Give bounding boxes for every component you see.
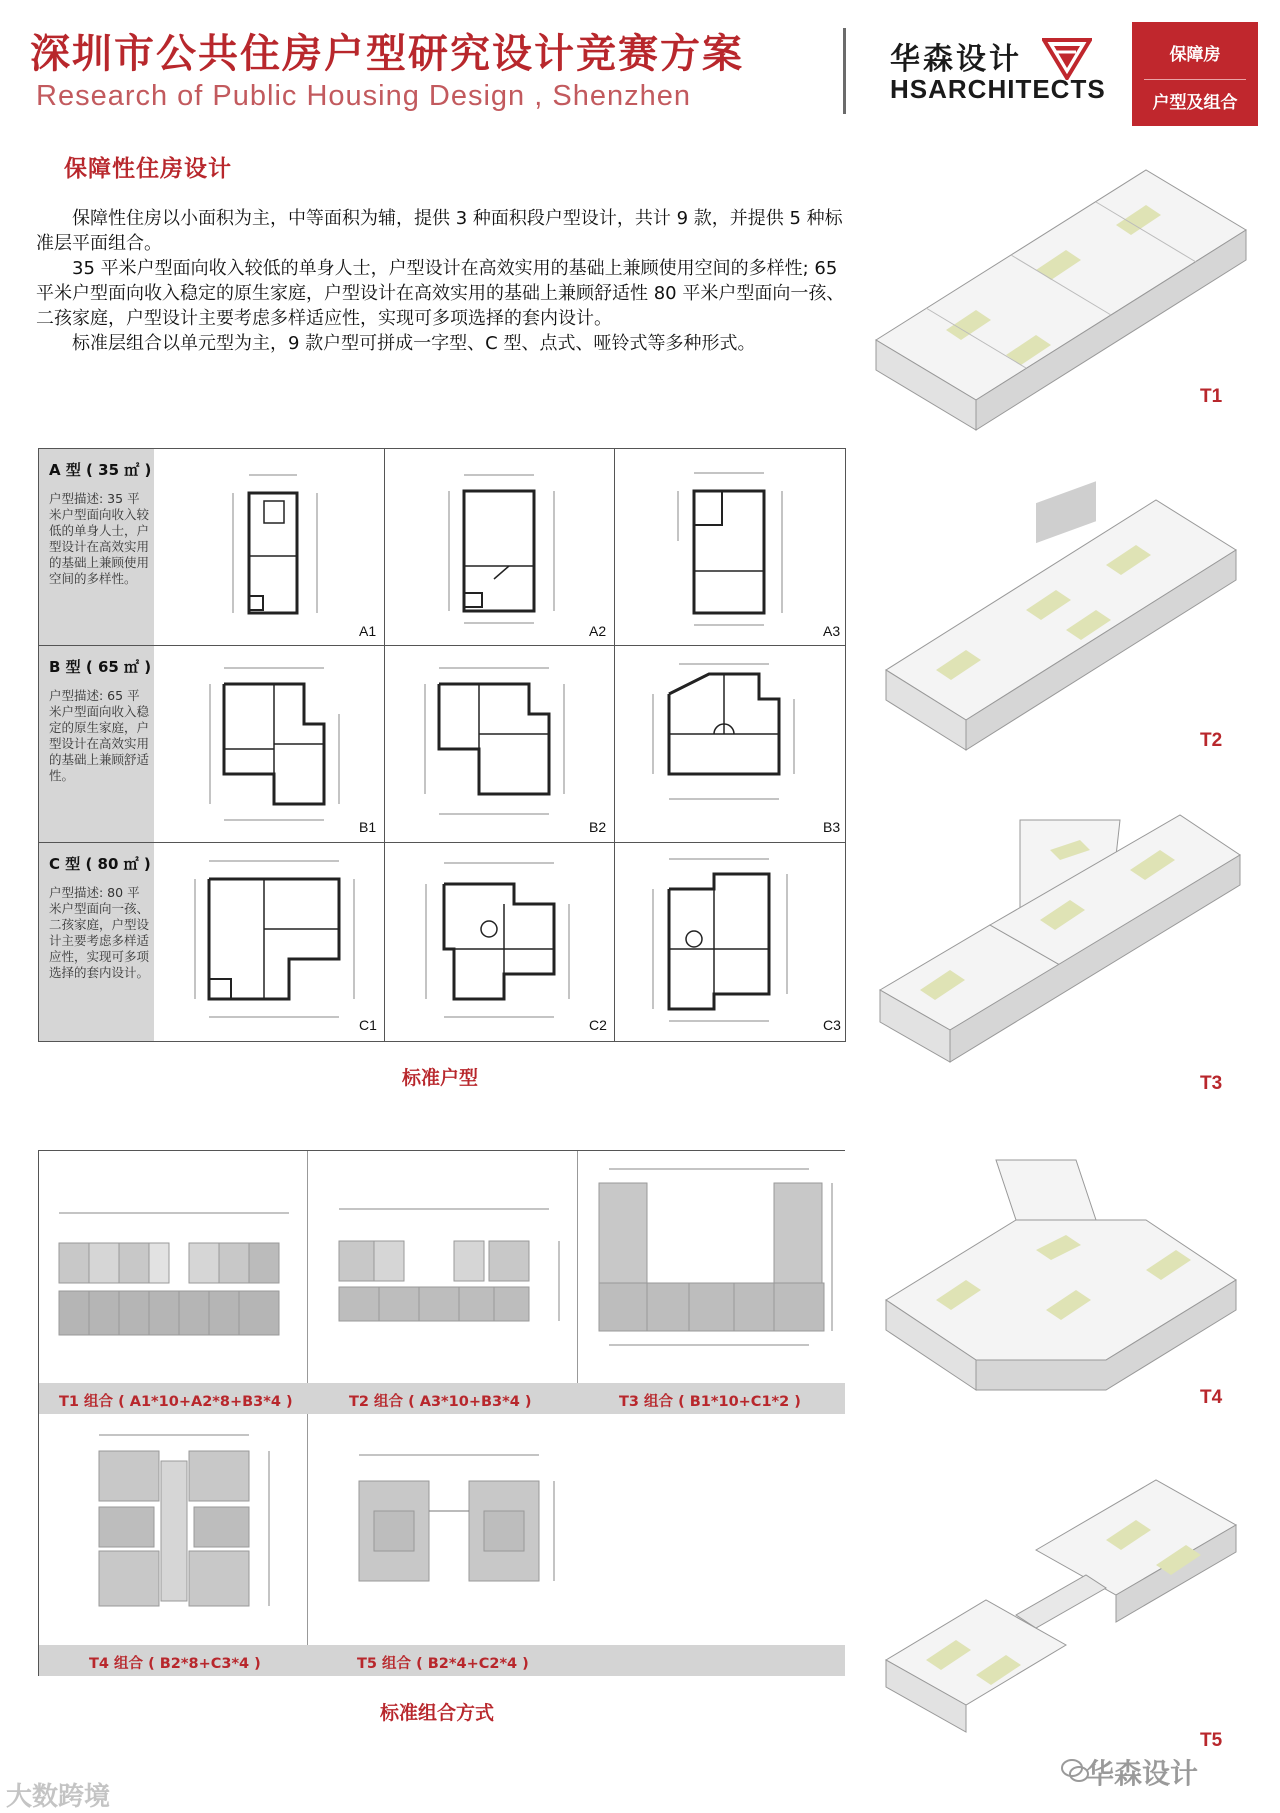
combo-label: T4 组合 ( B2*8+C3*4 ) [89,1656,261,1672]
category-tag-bottom: 户型及组合 [1152,93,1238,113]
combo-plan-t3 [589,1161,839,1376]
unit-type-desc: 户型描述: 65 平米户型面向收入稳定的原生家庭，户型设计在高效实用的基础上兼顾舒适性。 [49,688,150,783]
unit-desc-panel [39,449,154,645]
plan-label: C2 [589,1017,607,1033]
floor-plan-b2 [409,654,589,834]
axonometric-t3 [860,800,1256,1130]
floor-plan-b1 [184,654,364,834]
combo-label-bar [39,1383,845,1414]
floor-plan-c2 [404,849,594,1034]
floor-plan-a1 [209,461,359,631]
axonometric-t1 [866,140,1256,470]
combo-label: T2 组合 ( A3*10+B3*4 ) [349,1394,532,1410]
firm-name-en: HSARCHITECTS [890,74,1106,104]
grid-divider [39,842,845,843]
page-title: 深圳市公共住房户型研究设计竞赛方案 [30,31,744,77]
combo-label: T5 组合 ( B2*4+C2*4 ) [357,1656,529,1672]
combo-caption: 标准组合方式 [380,1702,495,1724]
unit-type-title: C 型 ( 80 ㎡ ) [49,855,151,873]
combo-label: T1 组合 ( A1*10+A2*8+B3*4 ) [59,1394,293,1410]
combo-label-bar [39,1645,845,1676]
section-title: 保障性住房设计 [64,156,232,182]
axonometric-t5 [866,1460,1256,1760]
combo-plan-t2 [319,1191,569,1371]
firm-logo-icon [1042,38,1092,80]
intro-paragraph: 35 平米户型面向收入较低的单身人士，户型设计在高效实用的基础上兼顾使用空间的多样性; 65 平米户型面向收入稳定的原生家庭，户型设计在高效实用的基础上兼顾舒适性 80 平米户型面向一孩、二孩家庭，户型设计主要考虑多样适应性，实现可多项选择的套内设计。 [36,258,845,329]
floor-plan-c3 [639,849,819,1034]
plan-label: B3 [823,819,841,835]
floor-plan-a3 [654,461,804,631]
unit-type-title: A 型 ( 35 ㎡ ) [49,461,152,479]
plan-label: C3 [823,1017,841,1033]
category-tag-divider [1144,79,1246,80]
grid-divider [577,1151,578,1414]
combo-plan-t1 [49,1191,299,1371]
axonometric-label: T3 [1200,1073,1223,1094]
category-tag [1132,22,1258,126]
combo-label: T3 组合 ( B1*10+C1*2 ) [619,1394,801,1410]
unit-caption: 标准户型 [402,1067,479,1089]
unit-desc-panel [39,646,154,842]
axonometric-label: T1 [1200,386,1223,407]
grid-divider [614,449,615,1041]
floor-plan-a2 [434,461,584,631]
page-subtitle: Research of Public Housing Design , Shenzhen [36,80,691,112]
unit-type-desc: 户型描述: 35 平米户型面向收入较低的单身人士，户型设计在高效实用的基础上兼顾使用空间的多样性。 [49,491,150,586]
plan-label: B2 [589,819,607,835]
plan-label: A3 [823,623,841,639]
axonometric-label: T4 [1200,1387,1223,1408]
combo-plan-t5 [329,1441,569,1611]
plan-label: B1 [359,819,377,835]
plan-label: A2 [589,623,607,639]
grid-divider [384,449,385,1041]
category-tag-top: 保障房 [1169,45,1221,65]
combo-plan-t4 [69,1421,299,1631]
grid-divider [39,645,845,646]
firm-name-cn: 华森设计 [890,42,1022,77]
unit-type-desc: 户型描述: 80 平米户型面向一孩、二孩家庭，户型设计主要考虑多样适应性，实现可多项选择的套内设计。 [49,885,150,980]
intro-paragraph: 标准层组合以单元型为主，9 款户型可拼成一字型、C 型、点式、哑铃式等多种形式。 [72,333,756,354]
axonometric-label: T5 [1200,1730,1223,1751]
header-divider [843,28,846,114]
axonometric-t4 [866,1140,1256,1440]
unit-desc-panel [39,843,154,1041]
intro-paragraph: 保障性住房以小面积为主，中等面积为辅，提供 3 种面积段户型设计，共计 9 款，并提供 5 种标准层平面组合。 [36,208,843,254]
plan-label: C1 [359,1017,377,1033]
unit-type-title: B 型 ( 65 ㎡ ) [49,658,152,676]
floor-plan-b3 [639,654,819,834]
watermark-right: 华森设计 [1086,1757,1199,1790]
intro-text [36,206,846,356]
axonometric-t2 [866,470,1256,780]
combination-grid [38,1150,845,1676]
floor-plan-c1 [179,849,369,1034]
axonometric-label: T2 [1200,730,1223,751]
plan-label: A1 [359,623,377,639]
unit-type-grid [38,448,846,1042]
watermark-left: 大数跨境 [6,1782,111,1812]
